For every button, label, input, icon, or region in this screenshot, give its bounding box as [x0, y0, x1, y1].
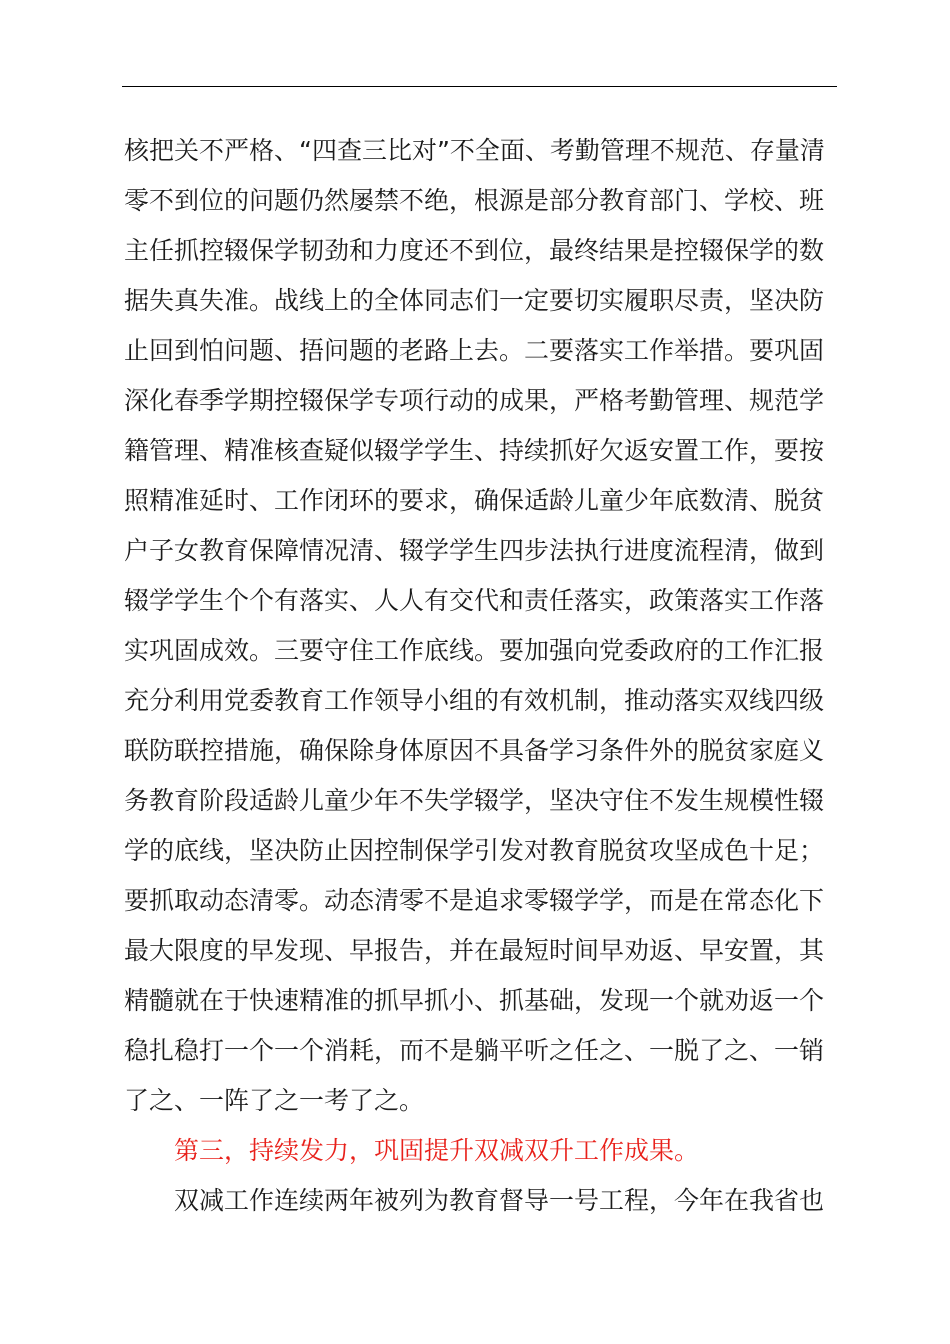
body-line: 充分利用党委教育工作领导小组的有效机制，推动落实双线四级 [124, 686, 825, 715]
body-line: 务教育阶段适龄儿童少年不失学辍学，坚决守住不发生规模性辍 [124, 786, 825, 815]
body-line: 实巩固成效。三要守住工作底线。要加强向党委政府的工作汇报 [124, 636, 825, 665]
body-line: 精髓就在于快速精准的抓早抓小、抓基础，发现一个就劝返一个 [124, 986, 825, 1015]
body-line: 核把关不严格、“四查三比对”不全面、考勤管理不规范、存量清 [124, 136, 825, 165]
body-line: 籍管理、精准核查疑似辍学学生、持续抓好欠返安置工作，要按 [124, 436, 825, 465]
body-line: 户子女教育保障情况清、辍学学生四步法执行进度流程清，做到 [124, 536, 825, 565]
body-line: 深化春季学期控辍保学专项行动的成果，严格考勤管理、规范学 [124, 386, 825, 415]
body-line: 据失真失准。战线上的全体同志们一定要切实履职尽责，坚决防 [124, 286, 825, 315]
header-rule [122, 86, 837, 87]
body-line: 辍学学生个个有落实、人人有交代和责任落实，政策落实工作落 [124, 586, 825, 615]
body-line: 最大限度的早发现、早报告，并在最短时间早劝返、早安置，其 [124, 936, 825, 965]
body-line: 主任抓控辍保学韧劲和力度还不到位，最终结果是控辍保学的数 [124, 236, 825, 265]
paragraph-first-line: 双减工作连续两年被列为教育督导一号工程，今年在我省也 [174, 1186, 825, 1215]
body-line: 止回到怕问题、捂问题的老路上去。二要落实工作举措。要巩固 [124, 336, 825, 365]
body-line: 稳扎稳打一个一个消耗，而不是躺平听之任之、一脱了之、一销 [124, 1036, 825, 1065]
body-line: 了之、一阵了之一考了之。 [124, 1086, 425, 1115]
body-line: 要抓取动态清零。动态清零不是追求零辍学学，而是在常态化下 [124, 886, 825, 915]
section-heading: 第三，持续发力，巩固提升双减双升工作成果。 [174, 1136, 700, 1165]
body-line: 零不到位的问题仍然屡禁不绝，根源是部分教育部门、学校、班 [124, 186, 825, 215]
body-line: 照精准延时、工作闭环的要求，确保适龄儿童少年底数清、脱贫 [124, 486, 825, 515]
body-line: 学的底线，坚决防止因控制保学引发对教育脱贫攻坚成色十足； [124, 836, 825, 865]
body-line: 联防联控措施，确保除身体原因不具备学习条件外的脱贫家庭义 [124, 736, 825, 765]
